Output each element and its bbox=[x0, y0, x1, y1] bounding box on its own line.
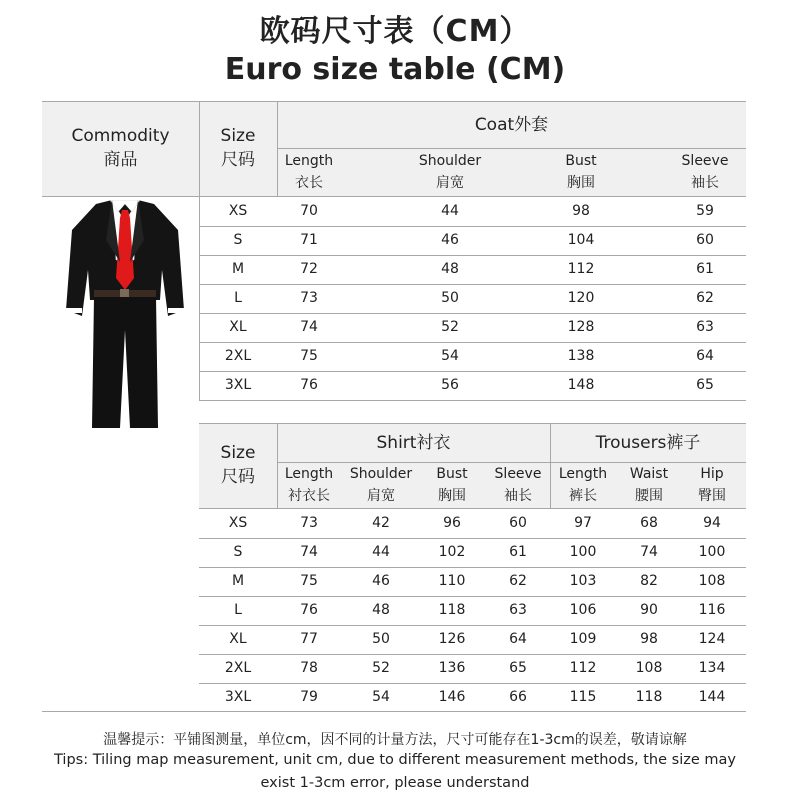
shirt-col-3-en: Sleeve bbox=[494, 466, 542, 482]
shirt-row-cell: 76 bbox=[300, 602, 318, 618]
shirt-row-cell: 63 bbox=[509, 602, 527, 618]
suit-product-image bbox=[60, 200, 190, 430]
coat-group-divider bbox=[277, 148, 746, 149]
coat-row-size: 3XL bbox=[224, 377, 252, 393]
shirt-row-cell: 134 bbox=[698, 660, 726, 676]
coat-row-size: L bbox=[234, 290, 242, 306]
shirt-row-cell: 126 bbox=[438, 631, 466, 647]
coat-col-3-en: Sleeve bbox=[681, 153, 729, 169]
shirt-row-cell: 44 bbox=[372, 544, 390, 560]
shirt-row-size: S bbox=[233, 544, 243, 560]
shirt-row-cell: 77 bbox=[300, 631, 318, 647]
shirt-row-cell: 78 bbox=[300, 660, 318, 676]
coat-row-size: M bbox=[231, 261, 245, 277]
coat-row-cell: 64 bbox=[696, 348, 714, 364]
shirt-row-cell: 144 bbox=[698, 689, 726, 705]
coat-row-cell: 65 bbox=[696, 377, 714, 393]
shirt-col-1-cn: 肩宽 bbox=[367, 488, 395, 504]
shirt-col-0-en: Length bbox=[284, 466, 334, 482]
coat-row-cell: 75 bbox=[300, 348, 318, 364]
commodity-header-cn: 商品 bbox=[103, 150, 138, 170]
coat-row-cell: 76 bbox=[300, 377, 318, 393]
coat-row-size: S bbox=[233, 232, 243, 248]
shirt-row-cell: 112 bbox=[569, 660, 597, 676]
coat-header-bottom bbox=[42, 196, 746, 197]
coat-row-cell: 74 bbox=[300, 319, 318, 335]
shirt-row-size: XS bbox=[228, 515, 248, 531]
shirt-row-cell: 90 bbox=[640, 602, 658, 618]
coat-row-cell: 44 bbox=[441, 203, 459, 219]
shirt-row-cell: 124 bbox=[698, 631, 726, 647]
shirt-row-cell: 74 bbox=[640, 544, 658, 560]
commodity-header bbox=[42, 124, 199, 172]
shirt-row-cell: 109 bbox=[569, 631, 597, 647]
coat-col-3-cn: 袖长 bbox=[691, 175, 719, 191]
coat-row-size: 2XL bbox=[224, 348, 252, 364]
coat-row-cell: 128 bbox=[567, 319, 595, 335]
coat-top-border bbox=[42, 101, 746, 102]
shirt-row-cell: 97 bbox=[574, 515, 592, 531]
shirt-row-cell: 65 bbox=[509, 660, 527, 676]
coat-row-cell: 70 bbox=[300, 203, 318, 219]
shirt-row-cell: 46 bbox=[372, 573, 390, 589]
shirt-row-cell: 94 bbox=[703, 515, 721, 531]
coat-row-cell: 120 bbox=[567, 290, 595, 306]
shirt-row-cell: 108 bbox=[635, 660, 663, 676]
coat-group-header: Coat外套 bbox=[474, 115, 549, 135]
shirt-row-cell: 102 bbox=[438, 544, 466, 560]
shirt-col-2-en: Bust bbox=[436, 466, 468, 482]
shirt-row-size: L bbox=[234, 602, 242, 618]
shirt-row-cell: 48 bbox=[372, 602, 390, 618]
shirt-row-cell: 118 bbox=[438, 602, 466, 618]
page-title-cn: 欧码尺寸表（CM） bbox=[259, 14, 531, 49]
coat-size-header bbox=[199, 124, 277, 172]
shirt-row-size: XL bbox=[229, 631, 247, 647]
coat-col-1-cn: 肩宽 bbox=[436, 175, 464, 191]
shirt-row-cell: 82 bbox=[640, 573, 658, 589]
shirt-row-cell: 100 bbox=[569, 544, 597, 560]
coat-row-cell: 104 bbox=[567, 232, 595, 248]
coat-row-cell: 60 bbox=[696, 232, 714, 248]
shirt-size-header-en: Size bbox=[220, 443, 256, 463]
shirt-col-0-cn: 衬衣长 bbox=[288, 488, 330, 504]
coat-col-1-en: Shoulder bbox=[418, 153, 482, 169]
shirt-col-2-cn: 胸围 bbox=[438, 488, 466, 504]
shirt-col-3-cn: 袖长 bbox=[504, 488, 532, 504]
coat-row-size: XL bbox=[229, 319, 247, 335]
shirt-row-cell: 103 bbox=[569, 573, 597, 589]
coat-row-cell: 73 bbox=[300, 290, 318, 306]
coat-row-cell: 56 bbox=[441, 377, 459, 393]
shirt-row-cell: 54 bbox=[372, 689, 390, 705]
shirt-row-cell: 68 bbox=[640, 515, 658, 531]
tips-en-line1: Tips: Tiling map measurement, unit cm, due to different measurement methods, the size may bbox=[54, 752, 736, 768]
shirt-row-cell: 100 bbox=[698, 544, 726, 560]
shirt-row-size: M bbox=[231, 573, 245, 589]
coat-row-cell: 138 bbox=[567, 348, 595, 364]
shirt-col-1-en: Shoulder bbox=[349, 466, 413, 482]
shirt-col-5-en: Waist bbox=[629, 466, 669, 482]
coat-col-2-en: Bust bbox=[565, 153, 597, 169]
coat-col-0-en: Length bbox=[284, 153, 334, 169]
tips-en-line2: exist 1-3cm error, please understand bbox=[260, 775, 530, 791]
shirt-row-cell: 64 bbox=[509, 631, 527, 647]
coat-row-cell: 98 bbox=[572, 203, 590, 219]
shirt-row-cell: 108 bbox=[698, 573, 726, 589]
coat-row-cell: 72 bbox=[300, 261, 318, 277]
coat-row-cell: 62 bbox=[696, 290, 714, 306]
shirt-col-5-cn: 腰围 bbox=[635, 488, 663, 504]
page-title-en: Euro size table (CM) bbox=[224, 52, 566, 87]
coat-row-size: XS bbox=[228, 203, 248, 219]
shirt-row-cell: 50 bbox=[372, 631, 390, 647]
coat-row-cell: 71 bbox=[300, 232, 318, 248]
shirt-top-border bbox=[199, 423, 746, 424]
coat-row-cell: 148 bbox=[567, 377, 595, 393]
coat-size-header-cn: 尺码 bbox=[221, 150, 255, 170]
coat-row-cell: 54 bbox=[441, 348, 459, 364]
shirt-row-cell: 115 bbox=[569, 689, 597, 705]
shirt-row-cell: 61 bbox=[509, 544, 527, 560]
coat-size-header-en: Size bbox=[220, 126, 256, 146]
shirt-row-size: 2XL bbox=[224, 660, 252, 676]
coat-row-cell: 63 bbox=[696, 319, 714, 335]
shirt-row-cell: 116 bbox=[698, 602, 726, 618]
shirt-row-cell: 98 bbox=[640, 631, 658, 647]
shirt-row-cell: 118 bbox=[635, 689, 663, 705]
coat-row-cell: 52 bbox=[441, 319, 459, 335]
shirt-row-cell: 75 bbox=[300, 573, 318, 589]
coat-row-divider bbox=[199, 400, 746, 401]
shirt-col-6-en: Hip bbox=[700, 466, 724, 482]
shirt-row-cell: 73 bbox=[300, 515, 318, 531]
shirt-row-cell: 62 bbox=[509, 573, 527, 589]
shirt-row-cell: 106 bbox=[569, 602, 597, 618]
shirt-row-cell: 79 bbox=[300, 689, 318, 705]
shirt-col-4-cn: 裤长 bbox=[569, 488, 597, 504]
shirt-row-cell: 74 bbox=[300, 544, 318, 560]
shirt-row-cell: 52 bbox=[372, 660, 390, 676]
shirt-col-6-cn: 臀围 bbox=[698, 488, 726, 504]
coat-row-cell: 61 bbox=[696, 261, 714, 277]
shirt-group-header: Shirt衬衣 bbox=[376, 433, 451, 453]
shirt-size-header bbox=[199, 441, 277, 489]
tables-bottom-border bbox=[42, 711, 746, 712]
coat-row-cell: 48 bbox=[441, 261, 459, 277]
shirt-row-cell: 60 bbox=[509, 515, 527, 531]
coat-col-0-cn: 衣长 bbox=[295, 175, 323, 191]
shirt-row-cell: 66 bbox=[509, 689, 527, 705]
shirt-row-cell: 136 bbox=[438, 660, 466, 676]
coat-col-2-cn: 胸围 bbox=[567, 175, 595, 191]
shirt-row-cell: 96 bbox=[443, 515, 461, 531]
tips-cn: 温馨提示：平铺图测量，单位cm，因不同的计量方法，尺寸可能存在1-3cm的误差，敬请谅解 bbox=[103, 732, 687, 748]
shirt-row-cell: 110 bbox=[438, 573, 466, 589]
shirt-row-size: 3XL bbox=[224, 689, 252, 705]
coat-row-cell: 50 bbox=[441, 290, 459, 306]
trousers-group-header: Trousers裤子 bbox=[595, 433, 701, 453]
shirt-size-header-cn: 尺码 bbox=[221, 467, 255, 487]
coat-row-cell: 59 bbox=[696, 203, 714, 219]
commodity-header-en: Commodity bbox=[71, 126, 170, 146]
coat-row-cell: 112 bbox=[567, 261, 595, 277]
shirt-col-4-en: Length bbox=[558, 466, 608, 482]
coat-row-cell: 46 bbox=[441, 232, 459, 248]
shirt-row-cell: 146 bbox=[438, 689, 466, 705]
shirt-row-cell: 42 bbox=[372, 515, 390, 531]
